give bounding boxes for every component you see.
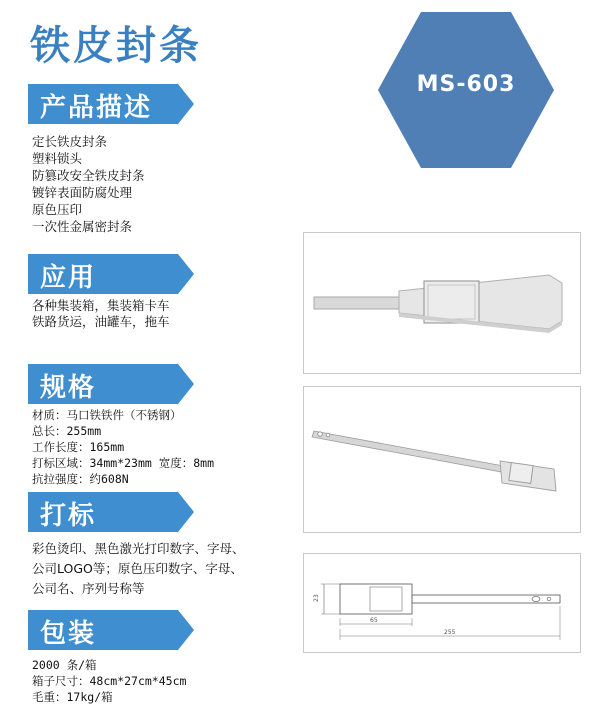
description-list xyxy=(32,133,145,235)
application-line: 各种集装箱，集装箱卡车 xyxy=(32,298,170,313)
description-line: 定长铁皮封条 xyxy=(32,134,108,149)
product-photo-closeup xyxy=(303,232,581,374)
section-band-application xyxy=(28,254,196,294)
spec-line: 总长：255mm xyxy=(32,424,102,438)
section-heading-application: 应用 xyxy=(40,263,97,293)
section-band-packing xyxy=(28,610,196,650)
application-list xyxy=(32,298,170,330)
description-line: 一次性金属密封条 xyxy=(32,219,133,234)
model-hexagon-badge xyxy=(376,10,556,170)
product-photo-full xyxy=(303,386,581,533)
packing-line: 箱子尺寸：48cm*27cm*45cm xyxy=(32,674,187,688)
section-band-marking xyxy=(28,492,196,532)
marking-line: 公司LOGO等；原色压印数字、字母、 xyxy=(32,561,243,576)
packing-line: 毛重：17kg/箱 xyxy=(32,690,113,704)
spec-line: 抗拉强度：约608N xyxy=(32,472,129,486)
seal-closeup-image xyxy=(304,233,580,373)
seal-full-image xyxy=(304,387,580,532)
page-title: 铁皮封条 xyxy=(30,23,202,69)
spec-line: 材质：马口铁铁件（不锈钢） xyxy=(32,408,182,422)
description-line: 原色压印 xyxy=(32,202,83,217)
description-line: 塑料锁头 xyxy=(32,151,83,166)
application-line: 铁路货运，油罐车，拖车 xyxy=(32,314,170,329)
description-line: 镀锌表面防腐处理 xyxy=(32,185,133,200)
section-heading-specs: 规格 xyxy=(40,373,97,403)
seal-dimension-drawing xyxy=(304,554,580,652)
section-heading-description: 产品描述 xyxy=(40,93,153,123)
spec-line: 工作长度：165mm xyxy=(32,440,125,454)
model-code: MS-603 xyxy=(416,72,516,97)
packing-list xyxy=(32,657,186,705)
section-heading-packing: 包装 xyxy=(40,619,97,649)
marking-line: 彩色烫印、黑色激光打印数字、字母、 xyxy=(32,541,245,556)
technical-drawing xyxy=(303,553,581,653)
spec-line: 打标区域：34mm*23mm 宽度：8mm xyxy=(32,456,215,470)
section-band-description xyxy=(28,84,196,124)
section-band-specs xyxy=(28,364,196,404)
dim-height-label: 23 xyxy=(313,594,320,602)
specs-list xyxy=(32,407,214,487)
dim-head-label: 65 xyxy=(370,617,378,624)
description-line: 防篡改安全铁皮封条 xyxy=(32,168,145,183)
section-heading-marking: 打标 xyxy=(40,501,97,531)
marking-line: 公司名、序列号称等 xyxy=(32,581,145,596)
packing-line: 2000 条/箱 xyxy=(32,658,97,672)
marking-list xyxy=(32,539,245,599)
dim-total-label: 255 xyxy=(444,629,456,636)
